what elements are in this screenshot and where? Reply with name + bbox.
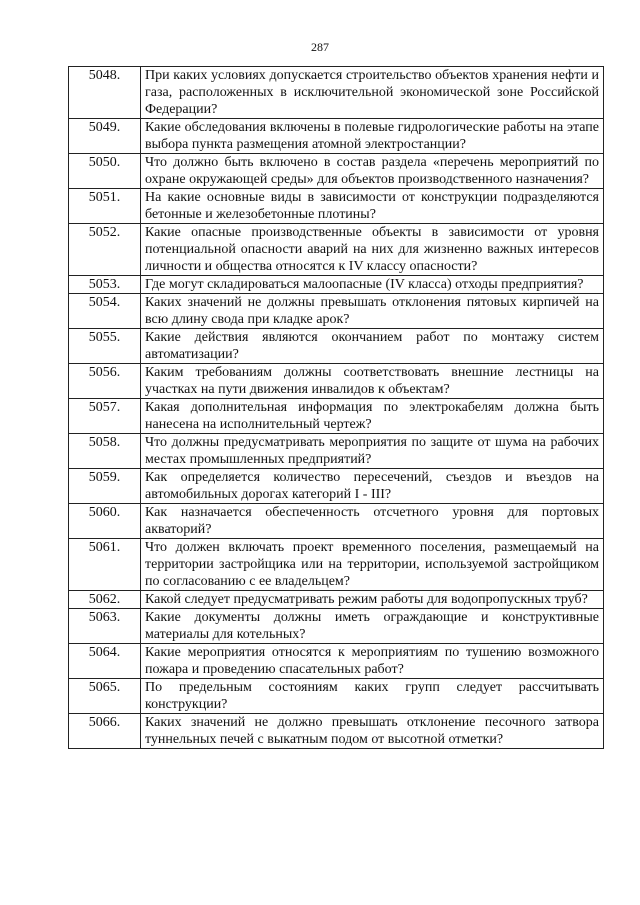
- page-number: 287: [311, 40, 329, 54]
- question-number: 5061.: [69, 539, 141, 591]
- questions-table: [68, 66, 604, 749]
- question-text: Где могут складироваться малоопасные (IV класса) отходы предприятия?: [141, 276, 604, 294]
- question-number: 5049.: [69, 119, 141, 154]
- table-row: [69, 434, 604, 469]
- question-number: 5051.: [69, 189, 141, 224]
- question-text: При каких условиях допускается строительство объектов хранения нефти и газа, расположенных в исключительной экономической зоне Российской Федерации?: [141, 67, 604, 119]
- table-row: [69, 539, 604, 591]
- question-text: Как определяется количество пересечений, съездов и въездов на автомобильных дорогах категорий I - III?: [141, 469, 604, 504]
- question-text: Какие документы должны иметь ограждающие и конструктивные материалы для котельных?: [141, 609, 604, 644]
- question-text: Какой следует предусматривать режим работы для водопропускных труб?: [141, 591, 604, 609]
- question-text: Как назначается обеспеченность отсчетного уровня для портовых акваторий?: [141, 504, 604, 539]
- table-row: [69, 714, 604, 749]
- question-number: 5060.: [69, 504, 141, 539]
- question-text: Какая дополнительная информация по электрокабелям должна быть нанесена на исполнительный чертеж?: [141, 399, 604, 434]
- question-number: 5063.: [69, 609, 141, 644]
- table-row: [69, 154, 604, 189]
- question-text: На какие основные виды в зависимости от конструкции подразделяются бетонные и железобетонные плотины?: [141, 189, 604, 224]
- question-text: Какие действия являются окончанием работ по монтажу систем автоматизации?: [141, 329, 604, 364]
- table-row: [69, 189, 604, 224]
- table-row: [69, 364, 604, 399]
- question-text: Каким требованиям должны соответствовать внешние лестницы на участках на пути движения инвалидов к объектам?: [141, 364, 604, 399]
- question-number: 5050.: [69, 154, 141, 189]
- question-text: Какие мероприятия относятся к мероприятиям по тушению возможного пожара и проведению спасательных работ?: [141, 644, 604, 679]
- question-number: 5057.: [69, 399, 141, 434]
- table-row: [69, 469, 604, 504]
- table-row: [69, 399, 604, 434]
- question-text: Что должны предусматривать мероприятия по защите от шума на рабочих местах промышленных предприятий?: [141, 434, 604, 469]
- table-row: [69, 329, 604, 364]
- question-text: Что должен включать проект временного поселения, размещаемый на территории застройщика или на территории, используемой застройщиком по согласованию с ее владельцем?: [141, 539, 604, 591]
- question-number: 5058.: [69, 434, 141, 469]
- table-row: [69, 591, 604, 609]
- question-number: 5062.: [69, 591, 141, 609]
- table-row: [69, 609, 604, 644]
- table-row: [69, 504, 604, 539]
- question-number: 5065.: [69, 679, 141, 714]
- table-row: [69, 119, 604, 154]
- question-number: 5053.: [69, 276, 141, 294]
- question-number: 5052.: [69, 224, 141, 276]
- question-number: 5048.: [69, 67, 141, 119]
- table-row: [69, 294, 604, 329]
- table-row: [69, 679, 604, 714]
- question-text: Каких значений не должно превышать отклонение песочного затвора туннельных печей с выкатным подом от высотной отметки?: [141, 714, 604, 749]
- question-text: Каких значений не должны превышать отклонения пятовых кирпичей на всю длину свода при кладке арок?: [141, 294, 604, 329]
- question-text: Какие опасные производственные объекты в зависимости от уровня потенциальной опасности аварий на них для жизненно важных интересов личности и общества относятся к IV классу опасности?: [141, 224, 604, 276]
- question-number: 5066.: [69, 714, 141, 749]
- question-text: Какие обследования включены в полевые гидрологические работы на этапе выбора пункта размещения атомной электростанции?: [141, 119, 604, 154]
- table-row: [69, 276, 604, 294]
- question-number: 5059.: [69, 469, 141, 504]
- question-number: 5055.: [69, 329, 141, 364]
- question-text: Что должно быть включено в состав раздела «перечень мероприятий по охране окружающей среды» для объектов производственного назначения?: [141, 154, 604, 189]
- question-number: 5054.: [69, 294, 141, 329]
- question-text: По предельным состояниям каких групп следует рассчитывать конструкции?: [141, 679, 604, 714]
- table-row: [69, 67, 604, 119]
- table-row: [69, 224, 604, 276]
- question-number: 5056.: [69, 364, 141, 399]
- question-number: 5064.: [69, 644, 141, 679]
- table-row: [69, 644, 604, 679]
